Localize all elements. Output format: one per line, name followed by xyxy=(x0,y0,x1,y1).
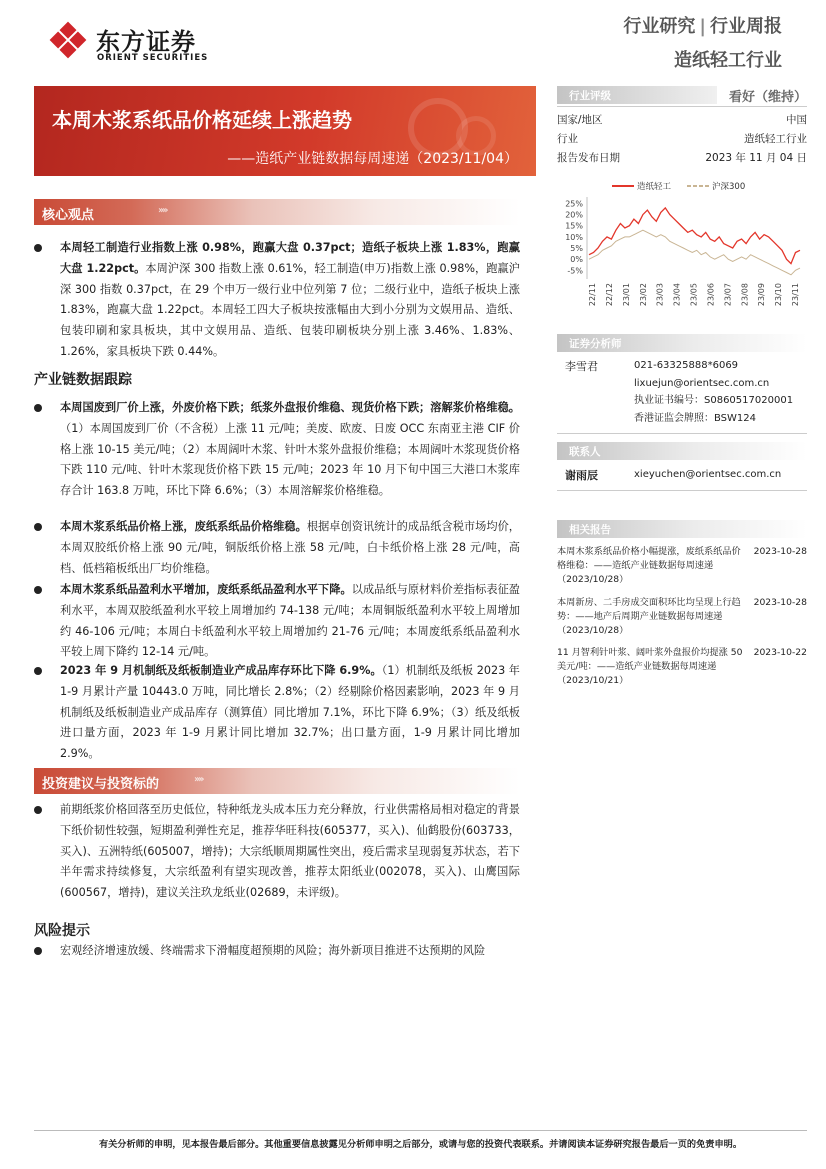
analyst-phone: 021-63325888*6069 xyxy=(634,360,739,371)
bullet xyxy=(34,404,42,412)
chain-item-1: 本周国废到厂价上涨，外废价格下跌；纸浆外盘报价维稳、现货价格下跌；溶解浆价格维稳。（1）本周国废到厂价（不含税）上涨 11 元/吨；美废、欧废、日废 OCC 东南亚主港 CIF 价格上涨 10-15 美元/吨；（2）本周阔叶木浆、针叶木浆外盘报价维稳；本周阔叶木浆现货价格下跌 110 元/吨、针叶木浆现货价格下跌 15 元/吨；2023 年 10 月下旬中国三大港口木浆库存合计 163.8 万吨，环比下降 6.6%；（3）本周溶解浆价格维稳。 xyxy=(60,401,520,498)
y-tick-label: -5% xyxy=(567,266,583,276)
rating-label: 行业评级 xyxy=(569,90,611,102)
analyst-section-header: 证券分析师 xyxy=(557,334,807,352)
chain-item-3: 本周木浆系纸品盈利水平增加，废纸系纸品盈利水平下降。以成品纸与原材料价差指标表征盈利水平，本周双胶纸盈利水平较上周增加约 74-138 元/吨；本周铜版纸盈利水平较上周增加约 46-106 元/吨；本周白卡纸盈利水平较上周增加约 21-76 元/吨；本周废纸系纸品盈利水平较上周下降约 12-14 元/吨。 xyxy=(60,583,520,659)
x-tick-label: 23/08 xyxy=(740,283,750,307)
section-chain-tracking: 产业链数据跟踪 xyxy=(34,372,132,388)
category-research: 行业研究 xyxy=(623,16,696,37)
logo-text-en: ORIENT SECURITIES xyxy=(97,53,209,63)
section-risk: 风险提示 xyxy=(34,923,90,939)
x-tick-label: 23/03 xyxy=(655,283,665,307)
analyst-hk-license: 香港证监会牌照：BSW124 xyxy=(634,412,757,424)
x-tick-label: 22/12 xyxy=(604,283,614,307)
x-tick-label: 23/05 xyxy=(689,283,699,307)
related-report-2[interactable]: 本周新房、二手房成交面积环比均呈现上行趋势：——地产后周期产业链数据每周速递（2023/10/28） 2023-10-28 xyxy=(557,597,807,636)
related-report-3[interactable]: 11 月智利针叶浆、阔叶浆外盘报价均提涨 50 美元/吨：——造纸产业链数据每周速递（2023/10/21） 2023-10-22 xyxy=(557,647,807,686)
contact-name: 谢雨辰 xyxy=(565,469,598,482)
chart-svg xyxy=(557,177,807,322)
index-performance-chart xyxy=(557,177,807,322)
analyst-email[interactable]: lixuejun@orientsec.com.cn xyxy=(634,377,770,389)
legend-label-0: 造纸轻工 xyxy=(637,182,672,192)
y-tick-label: 25% xyxy=(565,199,583,209)
y-tick-label: 15% xyxy=(565,221,583,231)
rating-value: 看好（维持） xyxy=(728,90,807,105)
x-tick-label: 23/02 xyxy=(638,283,648,307)
core-view-paragraph: 本周轻工制造行业指数上涨 0.98%，跑赢大盘 0.37pct；造纸子板块上涨 1.83%，跑赢大盘 1.22pct。本周沪深 300 指数上涨 0.61%，轻工制造(申万)指数上涨 0.98%，跑赢沪深 300 指数 0.37pct，在 29 个申万一级行业中位列第 7 位；二级行业中，造纸子板块上涨 1.83%，跑赢大盘 1.22pct。本周轻工四大子板块按涨幅由大到小分别为文娱用品、造纸、包装印刷和家具板块，其中文娱用品、造纸、包装印刷板块分别上涨 3.46%、1.83%、1.26%，家具板块下跌 0.44%。 xyxy=(60,241,520,358)
x-tick-label: 23/01 xyxy=(621,283,631,307)
investment-paragraph: 前期纸浆价格回落至历史低位，特种纸龙头成本压力充分释放，行业供需格局相对稳定的背景下纸价韧性较强，短期盈利弹性充足，推荐华旺科技(605377，买入)、仙鹤股份(603733，买入)、五洲特纸(605007，增持)；大宗纸顺周期属性突出，疫后需求呈现弱复苏状态，若下半年需求持续修复，大宗纸盈利有望实现改善，推荐太阳纸业(002078，买入)、山鹰国际(600567，增持)，建议关注玖龙纸业(02689，未评级)。 xyxy=(60,803,520,900)
x-tick-label: 23/07 xyxy=(723,283,733,307)
analyst-name: 李雪君 xyxy=(565,360,598,373)
legend-label-1: 沪深300 xyxy=(712,182,746,192)
chain-item-4: 2023 年 9 月机制纸及纸板制造业产成品库存环比下降 6.9%。（1）机制纸及纸板 2023 年 1-9 月累计产量 10443.0 万吨，同比增长 2.8%；（2）经剔除价格因素影响，2023 年 9 月机制纸及纸板制造业产成品库存（测算值）同比增加 7.1%，环比下降 6.9%；（3）纸及纸板进口量方面，2023 年 1-9 月累计同比增加 32.7%；出口量方面，1-9 月累计同比增加 2.9%。 xyxy=(60,664,520,761)
disclaimer-footer: 有关分析师的申明，见本报告最后部分。其他重要信息披露见分析师申明之后部分，或请与您的投资代表联系。并请阅读本证券研究报告最后一页的免责申明。 xyxy=(98,1139,743,1150)
y-tick-label: 5% xyxy=(570,244,583,254)
y-tick-label: 20% xyxy=(565,210,583,220)
logo-mark-icon xyxy=(48,20,88,60)
meta-industry: 行业 造纸轻工行业 xyxy=(557,133,807,145)
title-banner xyxy=(34,86,536,176)
bullet xyxy=(34,947,42,955)
y-tick-label: 0% xyxy=(570,255,583,265)
logo-text-cn: 东方证券 xyxy=(96,28,196,56)
section-investment: 投资建议与投资标的 ›››› xyxy=(34,768,520,794)
report-category: 行业研究 | 行业周报 造纸轻工行业 xyxy=(623,16,782,71)
contact-section-header: 联系人 xyxy=(557,442,807,460)
related-report-1[interactable]: 本周木浆系纸品价格小幅提涨，废纸系纸品价格维稳：——造纸产业链数据每周速递（2023/10/28） 2023-10-28 xyxy=(557,546,807,585)
bullet xyxy=(34,586,42,594)
x-tick-label: 23/09 xyxy=(757,283,767,307)
bullet xyxy=(34,244,42,252)
bullet xyxy=(34,667,42,675)
category-weekly: 行业周报 xyxy=(710,16,782,37)
analyst-cert: 执业证书编号：S0860517020001 xyxy=(634,395,794,407)
bullet xyxy=(34,806,42,814)
chain-item-2: 本周木浆系纸品价格上涨，废纸系纸品价格维稳。根据卓创资讯统计的成品纸含税市场均价，本周双胶纸价格上涨 90 元/吨，铜版纸价格上涨 58 元/吨，白卡纸价格上涨 28 元/吨，高档、低档箱板纸出厂均价维稳。 xyxy=(60,520,520,575)
related-reports-header: 相关报告 xyxy=(557,520,807,538)
industry-name: 造纸轻工行业 xyxy=(674,50,782,71)
x-tick-label: 23/06 xyxy=(706,283,716,307)
y-tick-label: 10% xyxy=(565,232,583,242)
x-tick-label: 23/11 xyxy=(791,283,800,307)
report-title: 本周木浆系纸品价格延续上涨趋势 xyxy=(52,108,352,132)
company-logo xyxy=(48,20,248,66)
x-tick-label: 22/11 xyxy=(588,283,597,307)
x-tick-label: 23/10 xyxy=(774,283,784,307)
meta-date: 报告发布日期 2023 年 11 月 04 日 xyxy=(557,152,807,164)
section-core-view: 核心观点 ›››› xyxy=(34,199,520,225)
report-subtitle: ——造纸产业链数据每周速递（2023/11/04） xyxy=(227,151,518,167)
series-line-0 xyxy=(589,208,800,264)
risk-paragraph: 宏观经济增速放缓、终端需求下滑幅度超预期的风险；海外新项目推进不达预期的风险 xyxy=(60,944,486,957)
x-tick-label: 23/04 xyxy=(672,283,682,307)
bullet xyxy=(34,523,42,531)
contact-email[interactable]: xieyuchen@orientsec.com.cn xyxy=(634,469,782,480)
meta-country: 国家/地区 中国 xyxy=(557,114,807,126)
analyst-contact xyxy=(634,357,793,427)
industry-rating xyxy=(557,86,807,108)
